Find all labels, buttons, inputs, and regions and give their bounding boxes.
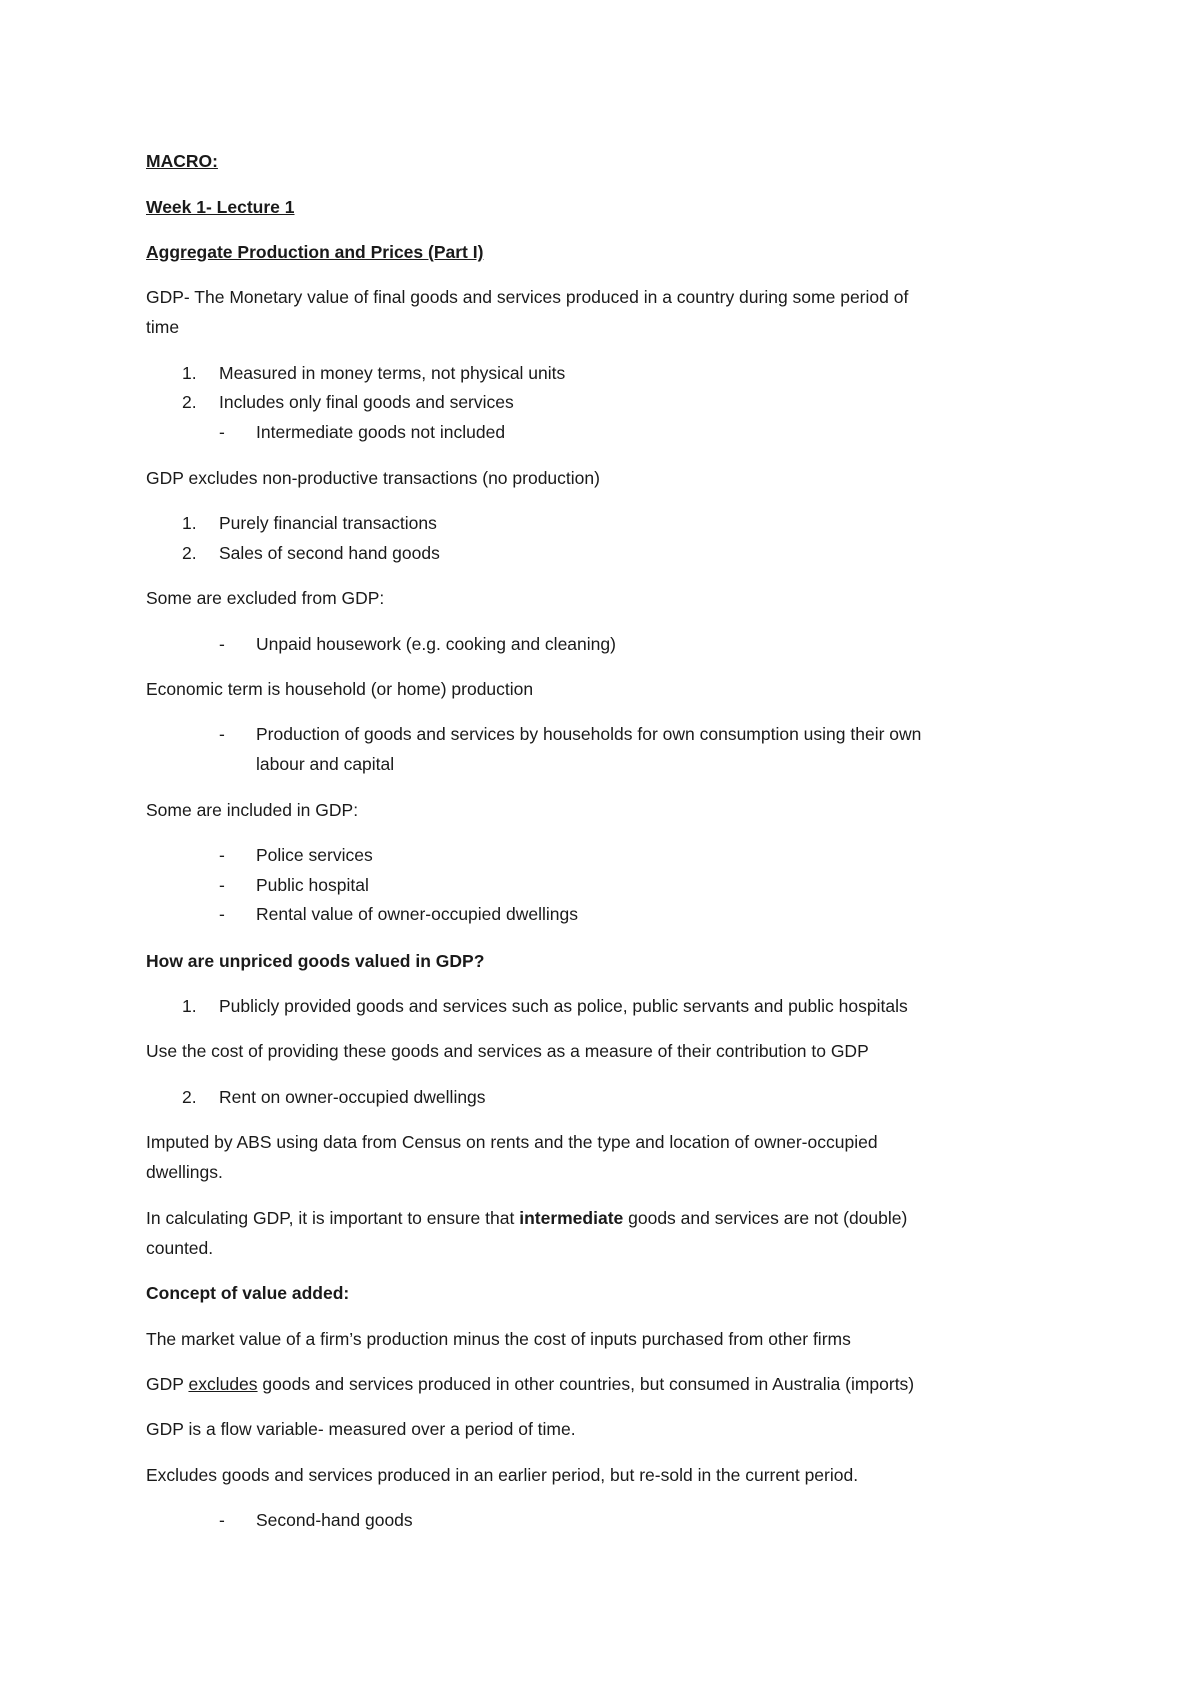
calc-text-c: goods and services are not (double) [623,1208,908,1228]
some-included-heading: Some are included in GDP: [146,800,359,820]
bullet-dash: - [219,724,225,744]
gdp-definition-line-2: time [146,317,180,337]
excludes-heading: GDP excludes non-productive transactions (no production) [146,468,600,488]
list-item: Police services [256,845,373,865]
flow-variable-line: GDP is a flow variable- measured over a period of time. [146,1419,576,1439]
use-cost-line: Use the cost of providing these goods and services as a measure of their contribution to GDP [146,1041,869,1061]
bullet-dash: - [219,904,225,924]
excl-text-underlined: excludes [188,1374,258,1394]
list-item: Purely financial transactions [219,513,437,533]
list-item: Rental value of owner-occupied dwellings [256,904,578,924]
list-number: 2. [182,392,197,412]
list-number: 1. [182,996,197,1016]
list-item: Publicly provided goods and services such as police, public servants and public hospitals [219,996,908,1016]
list-item: Rent on owner-occupied dwellings [219,1087,486,1107]
imputed-line-1: Imputed by ABS using data from Census on rents and the type and location of owner-occupied [146,1132,878,1152]
list-item: Production of goods and services by households for own consumption using their own [256,724,922,744]
excl-text-c: goods and services produced in other countries, but consumed in Australia (imports) [257,1374,915,1394]
list-number: 1. [182,513,197,533]
bullet-dash: - [219,634,225,654]
economic-term-line: Economic term is household (or home) production [146,679,534,699]
list-number: 2. [182,1087,197,1107]
doc-title: MACRO: [146,151,218,171]
list-item: Includes only final goods and services [219,392,514,412]
list-number: 1. [182,363,197,383]
bullet-dash: - [219,1510,225,1530]
calc-text-a: In calculating GDP, it is important to ensure that [146,1208,520,1228]
gdp-definition-line-1: GDP- The Monetary value of final goods and services produced in a country during some period of [146,287,909,307]
list-item: Public hospital [256,875,369,895]
market-value-line: The market value of a firm’s production minus the cost of inputs purchased from other firms [146,1329,851,1349]
sub-list-item: Intermediate goods not included [256,422,506,442]
week-heading: Week 1- Lecture 1 [146,197,295,217]
calculating-line-2: counted. [146,1238,214,1258]
earlier-period-line: Excludes goods and services produced in an earlier period, but re-sold in the current period. [146,1465,859,1485]
list-item: Unpaid housework (e.g. cooking and cleaning) [256,634,616,654]
list-item-continuation: labour and capital [256,754,395,774]
imputed-line-2: dwellings. [146,1162,223,1182]
list-item: Second-hand goods [256,1510,413,1530]
unpriced-heading: How are unpriced goods valued in GDP? [146,951,485,971]
bullet-dash: - [219,845,225,865]
calculating-line-1 [146,1207,907,1229]
bullet-dash: - [219,875,225,895]
bullet-dash: - [219,422,225,442]
topic-heading: Aggregate Production and Prices (Part I) [146,242,484,262]
excl-text-a: GDP [146,1374,189,1394]
excludes-imports-line [146,1373,914,1395]
list-item: Sales of second hand goods [219,543,440,563]
some-excluded-heading: Some are excluded from GDP: [146,588,385,608]
list-number: 2. [182,543,197,563]
list-item: Measured in money terms, not physical units [219,363,566,383]
value-added-heading: Concept of value added: [146,1283,350,1303]
calc-text-bold: intermediate [519,1208,624,1228]
